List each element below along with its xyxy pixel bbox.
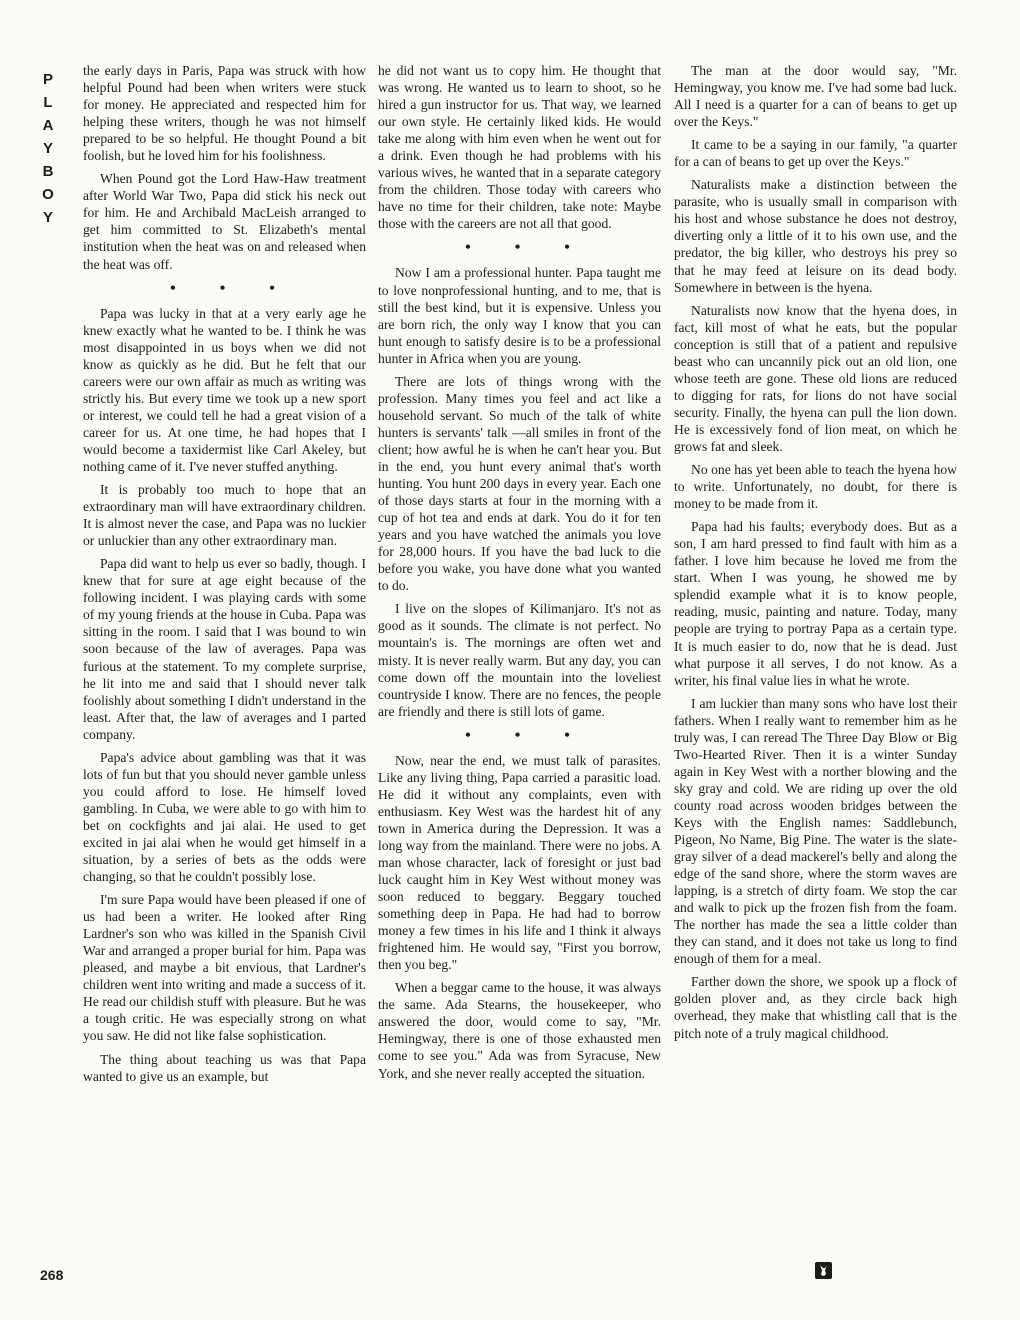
- paragraph: There are lots of things wrong with the profession. Many times you feel and act like a household servant. So much of the talk of white hunters is servants' talk —all smiles in front of the client; how awful he is when he can't hear you. But in the end, you hunt every animal that's worth hunting. You hunt 200 days in every year. Each one of those days starts at four in the morning with a cup of hot tea and ends at dark. You do it for ten years and you have watched the animals you love for 28,000 hours. If you have the bad luck to die before you wake, you have done what you wanted to do.: [378, 373, 661, 594]
- title-letter: P: [42, 71, 53, 88]
- paragraph: Farther down the shore, we spook up a flock of golden plover and, as they circle back high overhead, they make that whistling call that is the pitch note of a truly magical childhood.: [674, 974, 957, 1041]
- page-number: 268: [40, 1267, 64, 1283]
- paragraph: Now I am a professional hunter. Papa taught me to love nonprofessional hunting, and to me, that is still the best kind, but it is expensive. Unless you are born rich, the only way I know that you can hunt enough to satisfy desire is to be a professional hunter in Africa when you are young.: [378, 265, 661, 366]
- paragraph: the early days in Paris, Papa was struck with how helpful Pound had been when writers were stuck for money. He appreciated and respected him for helping these writers, though he was not himself prepared to be so helpful. He thought Pound a bit foolish, but he loved him for his foolishness.: [83, 63, 366, 164]
- paragraph: Papa did want to help us ever so badly, though. I knew that for sure at age eight because of the following incident. I was playing cards with some of my young friends at the house in Cuba. Papa was sitting in the room. I said that I was bound to win soon because of the law of averages. Papa was furious at the statement. To my complete surprise, he lit into me and said that I should never talk foolishly about something I didn't understand in the least. After that, the law of averages and I parted company.: [83, 556, 366, 742]
- paragraph: Papa was lucky in that at a very early age he knew exactly what he wanted to be. I think he was most disappointed in us boys when we did not know as quickly as he did. But he felt that our careers were our own affair as much as writing was strictly his. But every time we took up a new sport or interest, we could tell he had a great vision of a career for us. At one time, he had hopes that I would become a taxidermist like Carl Akeley, but nothing came of it. I've never stuffed anything.: [83, 305, 366, 474]
- title-letter: L: [43, 94, 53, 111]
- paragraph: When a beggar came to the house, it was always the same. Ada Stearns, the housekeeper, who answered the door, would come to say, "Mr. Hemingway, there is one of those exhausted men come to see you." Ada was from Syracuse, New York, and she never really accepted the situation.: [378, 980, 661, 1081]
- title-letter: A: [42, 117, 54, 134]
- paragraph: I live on the slopes of Kilimanjaro. It's not as good as it sounds. The climate is not perfect. No mountain's is. The mornings are often wet and misty. It is never really warm. But any day, you can come down off the mountain into the loveliest countryside I know. There are no fences, the people are friendly and there is still lots of game.: [378, 601, 661, 719]
- paragraph: I'm sure Papa would have been pleased if one of us had been a writer. He looked after Ring Lardner's son who was killed in the Spanish Civil War and arranged a proper burial for him. Papa was pleased, and maybe a bit envious, that Lardner's children went into writing and made a success of it. He read our childish stuff with pleasure. But he was a tough critic. He was especially strong on what you saw. He did not like false sophistication.: [83, 892, 366, 1044]
- paragraph: When Pound got the Lord Haw-Haw treatment after World War Two, Papa did stick his neck out for him. He and Archibald MacLeish arranged to get him committed to St. Elizabeth's mental institution when the heat was on and released when the heat was off.: [83, 171, 366, 272]
- paragraph: The thing about teaching us was that Papa wanted to give us an example, but: [83, 1051, 366, 1084]
- paragraph: Now, near the end, we must talk of parasites. Like any living thing, Papa carried a parasitic load. He did it without any complaints, even with enthusiasm. Key West was the hardest hit of any town in America during the Depression. It was a long way from the mainland. There were no jobs. A man whose character, lack of foresight or just bad luck caught him in Key West without money was soon reduced to beggary. Beggary touched something deep in Papa. He had had to borrow money a few times in his life and I think it always frightened him. He would say, "First you borrow, then you beg.": [378, 752, 661, 973]
- text-column-2: [378, 62, 661, 1088]
- paragraph: The man at the door would say, "Mr. Hemingway, you know me. I've had some bad luck. All I need is a quarter for a can of beans to get up over the Keys.": [674, 63, 957, 130]
- paragraph: Naturalists make a distinction between the parasite, who is usually small in comparison with his host and whose substance he does not destroy, diverting only a little of it to his own use, and the predator, the big killer, who destroys his prey so that he may feed at leisure on its dead body. Somewhere in between is the hyena.: [674, 177, 957, 295]
- paragraph: he did not want us to copy him. He thought that was wrong. He wanted us to learn to shoot, so he hired a gun instructor for us. That way, we learned our own style. He certainly liked kids. He would take me along with him even when he went out for a drink. Even though he had problems with his various wives, he wanted that in a separate category from the children. Those today with careers who have no time for their children, take note: Maybe those with the careers are not all that good.: [378, 63, 661, 232]
- title-letter: Y: [42, 209, 53, 226]
- paragraph: Papa had his faults; everybody does. But as a son, I am hard pressed to find fault with him as a father. I love him because he loved me from the start. When I was young, he showed me by splendid example what it is to know people, reading, music, painting and nature. Today, many people are trying to portray Papa as a certain type. It is much easier to do, now that he is dead. Just what purpose it all serves, I do not know. As a writer, his final value lies in what he wrote.: [674, 519, 957, 688]
- paragraph: I am luckier than many sons who have lost their fathers. When I really want to remember him as he truly was, I can reread The Three Day Blow or Big Two-Hearted River. Then it is a winter Sunday again in Key West with a norther blowing and the sky gray and cold. We are riding up over the old county road across wooden bridges between the Keys with the English names: Saddlebunch, Pigeon, No Name, Big Pine. The water is the slate-gray silver of a dead mackerel's belly and along the edge of the sand shore, where the storm waves are lapping, is a stretch of dirty foam. We stop the car and walk to pick up the frozen fish from the foam. The norther has made the sea a little colder than they can stand, and it does not take us long to find enough of them for a meal.: [674, 695, 957, 967]
- rabbit-head-end-mark-icon: [815, 1262, 832, 1279]
- section-separator: • • •: [465, 726, 590, 744]
- paragraph: It is probably too much to hope that an extraordinary man will have extraordinary children. It is almost never the case, and Papa was no luckier or unluckier than any other extraordinary man.: [83, 482, 366, 549]
- section-separator: • • •: [465, 239, 590, 257]
- title-letter: B: [42, 163, 54, 180]
- text-column-1: [83, 62, 366, 1091]
- paragraph: Papa's advice about gambling was that it was lots of fun but that you should never gamble unless you could afford to lose. He himself loved gambling. In Cuba, we were able to go with him to bet on cockfights and jai alai. He used to get excited in jai alai when he would get himself in a situation, by a series of bets as the odds were changing, so that he couldn't possibly lose.: [83, 749, 366, 885]
- section-separator: • • •: [170, 279, 295, 297]
- paragraph: No one has yet been able to teach the hyena how to write. Unfortunately, no doubt, for there is money to be made from it.: [674, 462, 957, 512]
- title-letter: O: [42, 186, 54, 203]
- paragraph: It came to be a saying in our family, "a quarter for a can of beans to get up over the Keys.": [674, 137, 957, 170]
- title-letter: Y: [42, 140, 53, 157]
- magazine-title-vertical: [25, 68, 71, 229]
- paragraph: Naturalists now know that the hyena does, in fact, kill most of what he eats, but the popular conception is still that of a patient and repulsive beast who can uncannily pick out an old lion, one whose teeth are gone. These old lions are reduced to digging for rats, for lions do not have social security. Finally, the hyena can pull the lion down. He is excessively fond of lion meat, on which he grows fat and sleek.: [674, 302, 957, 454]
- text-column-3: [674, 62, 957, 1048]
